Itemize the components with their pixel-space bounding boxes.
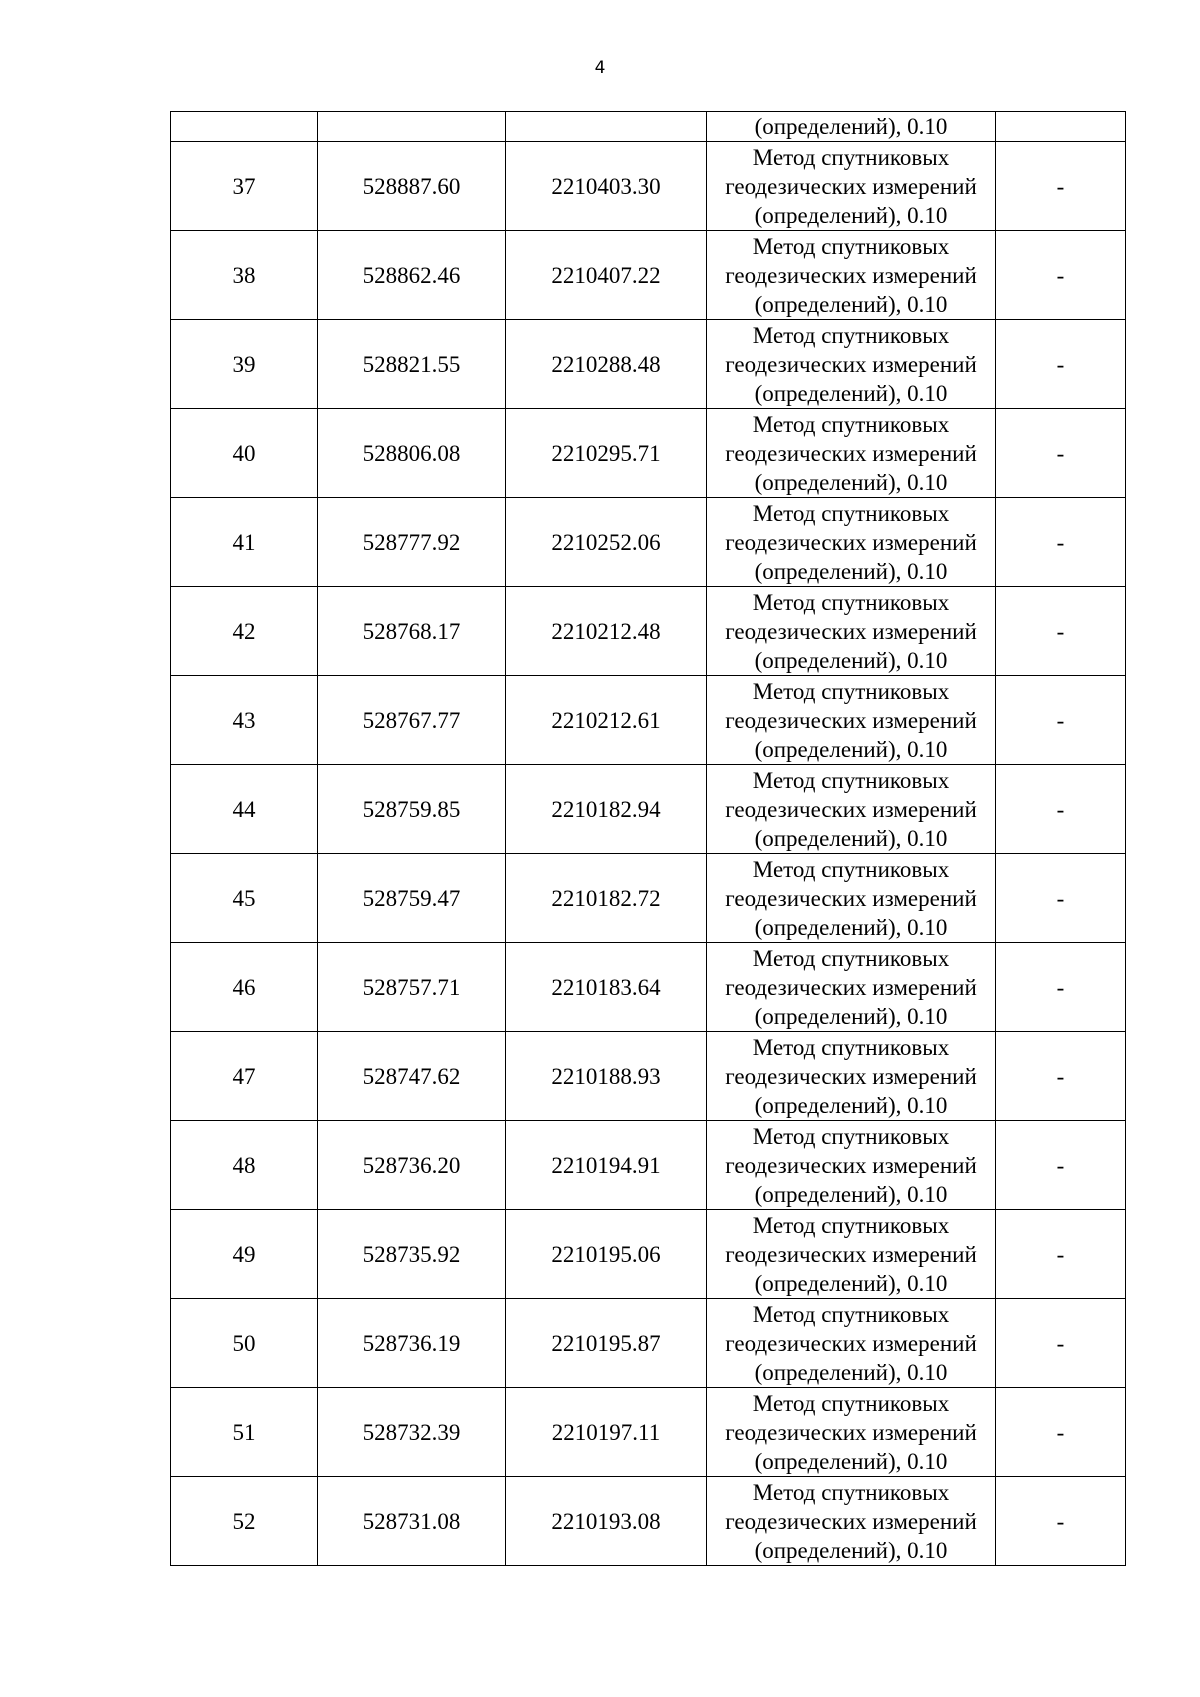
- method-cell: [707, 1121, 996, 1210]
- point-number-cell: 50: [171, 1299, 318, 1388]
- point-number-cell: 37: [171, 142, 318, 231]
- method-text-line3: (определений), 0.10: [754, 914, 948, 940]
- method-text-line1: Метод спутниковых: [752, 1212, 950, 1238]
- x-coordinate-cell: 528887.60: [318, 142, 506, 231]
- y-coordinate-cell: 2210197.11: [506, 1388, 707, 1477]
- point-description-cell: -: [996, 231, 1126, 320]
- point-description-cell: -: [996, 142, 1126, 231]
- method-text-line3: (определений), 0.10: [754, 1003, 948, 1029]
- point-number-cell: 49: [171, 1210, 318, 1299]
- method-text-line1: Метод спутниковых: [752, 1301, 950, 1327]
- point-description-cell: -: [996, 943, 1126, 1032]
- point-number-cell: 43: [171, 676, 318, 765]
- y-coordinate-cell: 2210195.87: [506, 1299, 707, 1388]
- x-coordinate-cell: 528736.19: [318, 1299, 506, 1388]
- method-text-line1: Метод спутниковых: [752, 1390, 950, 1416]
- point-description-cell: -: [996, 409, 1126, 498]
- point-description-cell: -: [996, 676, 1126, 765]
- coordinates-table: [170, 111, 1126, 1566]
- method-cell: [707, 1388, 996, 1477]
- point-number-cell: 39: [171, 320, 318, 409]
- method-text-line1: Метод спутниковых: [752, 411, 950, 437]
- table-row: [171, 1388, 1126, 1477]
- table-row: [171, 1032, 1126, 1121]
- x-coordinate-cell: 528759.85: [318, 765, 506, 854]
- y-coordinate-cell: 2210407.22: [506, 231, 707, 320]
- point-number-cell: 48: [171, 1121, 318, 1210]
- method-text-line3: (определений), 0.10: [754, 825, 948, 851]
- method-cell: [707, 943, 996, 1032]
- table-row: [171, 142, 1126, 231]
- method-text-line1: Метод спутниковых: [752, 589, 950, 615]
- point-description-cell: -: [996, 1032, 1126, 1121]
- point-description-cell: -: [996, 498, 1126, 587]
- method-cell: [707, 1210, 996, 1299]
- method-text-line3: (определений), 0.10: [754, 1359, 948, 1385]
- x-coordinate-cell: 528821.55: [318, 320, 506, 409]
- method-text-line2: геодезических измерений: [725, 1508, 977, 1534]
- table-row: [171, 320, 1126, 409]
- method-text-line1: Метод спутниковых: [752, 945, 950, 971]
- x-coordinate-cell: 528736.20: [318, 1121, 506, 1210]
- method-text-line3: (определений), 0.10: [754, 736, 948, 762]
- y-coordinate-cell: 2210188.93: [506, 1032, 707, 1121]
- method-text-line3: (определений), 0.10: [754, 647, 948, 673]
- y-coordinate-cell: 2210288.48: [506, 320, 707, 409]
- point-description-cell: -: [996, 854, 1126, 943]
- method-cell: [707, 142, 996, 231]
- y-coordinate-cell: 2210182.72: [506, 854, 707, 943]
- continuation-row: [171, 112, 1126, 142]
- table-row: [171, 943, 1126, 1032]
- coordinates-table-body: [171, 112, 1126, 1566]
- method-cell: [707, 765, 996, 854]
- method-text-line2: геодезических измерений: [725, 440, 977, 466]
- method-cell: [707, 409, 996, 498]
- point-number-cell: 40: [171, 409, 318, 498]
- method-text-line2: геодезических измерений: [725, 1152, 977, 1178]
- table-row: [171, 676, 1126, 765]
- point-number-cell: 42: [171, 587, 318, 676]
- point-number-cell: 51: [171, 1388, 318, 1477]
- point-description-cell: -: [996, 1121, 1126, 1210]
- x-coordinate-cell: 528732.39: [318, 1388, 506, 1477]
- continuation-cell-x: [318, 112, 506, 142]
- method-text-line2: геодезических измерений: [725, 885, 977, 911]
- method-text-line2: геодезических измерений: [725, 974, 977, 1000]
- y-coordinate-cell: 2210403.30: [506, 142, 707, 231]
- x-coordinate-cell: 528731.08: [318, 1477, 506, 1566]
- method-text-line1: Метод спутниковых: [752, 767, 950, 793]
- table-row: [171, 498, 1126, 587]
- method-text-line3: (определений), 0.10: [754, 469, 948, 495]
- method-text-line1: Метод спутниковых: [752, 1479, 950, 1505]
- y-coordinate-cell: 2210252.06: [506, 498, 707, 587]
- method-text-line3: (определений), 0.10: [754, 291, 948, 317]
- continuation-cell-number: [171, 112, 318, 142]
- method-text-line1: Метод спутниковых: [752, 322, 950, 348]
- page-number: 4: [594, 58, 606, 78]
- method-text-line2: геодезических измерений: [725, 1330, 977, 1356]
- x-coordinate-cell: 528768.17: [318, 587, 506, 676]
- method-text-line1: Метод спутниковых: [752, 500, 950, 526]
- y-coordinate-cell: 2210193.08: [506, 1477, 707, 1566]
- point-description-cell: -: [996, 587, 1126, 676]
- method-cell: [707, 676, 996, 765]
- method-text-line1: Метод спутниковых: [752, 1123, 950, 1149]
- method-text-line1: Метод спутниковых: [752, 678, 950, 704]
- y-coordinate-cell: 2210183.64: [506, 943, 707, 1032]
- method-text-line2: геодезических измерений: [725, 262, 977, 288]
- method-text-line1: Метод спутниковых: [752, 233, 950, 259]
- table-row: [171, 1299, 1126, 1388]
- point-number-cell: 38: [171, 231, 318, 320]
- point-description-cell: -: [996, 1210, 1126, 1299]
- point-description-cell: -: [996, 1299, 1126, 1388]
- x-coordinate-cell: 528777.92: [318, 498, 506, 587]
- x-coordinate-cell: 528759.47: [318, 854, 506, 943]
- point-number-cell: 44: [171, 765, 318, 854]
- table-row: [171, 854, 1126, 943]
- method-text-line1: Метод спутниковых: [752, 1034, 950, 1060]
- method-text-line3: (определений), 0.10: [754, 202, 948, 228]
- point-description-cell: -: [996, 1477, 1126, 1566]
- table-row: [171, 1210, 1126, 1299]
- continuation-cell-description: [996, 112, 1126, 142]
- x-coordinate-cell: 528862.46: [318, 231, 506, 320]
- point-number-cell: 46: [171, 943, 318, 1032]
- y-coordinate-cell: 2210295.71: [506, 409, 707, 498]
- method-text-line2: геодезических измерений: [725, 796, 977, 822]
- method-text-line2: геодезических измерений: [725, 1419, 977, 1445]
- method-text-line3: (определений), 0.10: [754, 1092, 948, 1118]
- method-text-line2: геодезических измерений: [725, 173, 977, 199]
- point-number-cell: 52: [171, 1477, 318, 1566]
- method-text-line1: Метод спутниковых: [752, 856, 950, 882]
- method-text-line2: геодезических измерений: [725, 1241, 977, 1267]
- method-text-line1: Метод спутниковых: [752, 144, 950, 170]
- method-text-line2: геодезических измерений: [725, 1063, 977, 1089]
- method-text-line3: (определений), 0.10: [754, 1537, 948, 1563]
- table-row: [171, 231, 1126, 320]
- method-text-line3: (определений), 0.10: [754, 558, 948, 584]
- method-text-line2: геодезических измерений: [725, 351, 977, 377]
- method-cell: [707, 231, 996, 320]
- table-row: [171, 1121, 1126, 1210]
- point-description-cell: -: [996, 765, 1126, 854]
- method-text-line3: (определений), 0.10: [754, 1448, 948, 1474]
- point-description-cell: -: [996, 1388, 1126, 1477]
- x-coordinate-cell: 528806.08: [318, 409, 506, 498]
- continuation-cell-method: (определений), 0.10: [707, 112, 996, 142]
- point-number-cell: 41: [171, 498, 318, 587]
- method-cell: [707, 1032, 996, 1121]
- table-row: [171, 587, 1126, 676]
- x-coordinate-cell: 528747.62: [318, 1032, 506, 1121]
- y-coordinate-cell: 2210182.94: [506, 765, 707, 854]
- method-cell: [707, 1477, 996, 1566]
- x-coordinate-cell: 528767.77: [318, 676, 506, 765]
- method-cell: [707, 587, 996, 676]
- method-text-line3: (определений), 0.10: [754, 1181, 948, 1207]
- table-row: [171, 409, 1126, 498]
- method-cell: [707, 1299, 996, 1388]
- method-cell: [707, 320, 996, 409]
- method-cell: [707, 854, 996, 943]
- y-coordinate-cell: 2210195.06: [506, 1210, 707, 1299]
- point-number-cell: 47: [171, 1032, 318, 1121]
- continuation-cell-y: [506, 112, 707, 142]
- point-number-cell: 45: [171, 854, 318, 943]
- point-description-cell: -: [996, 320, 1126, 409]
- x-coordinate-cell: 528735.92: [318, 1210, 506, 1299]
- table-row: [171, 765, 1126, 854]
- table-row: [171, 1477, 1126, 1566]
- x-coordinate-cell: 528757.71: [318, 943, 506, 1032]
- y-coordinate-cell: 2210194.91: [506, 1121, 707, 1210]
- method-text-line3: (определений), 0.10: [754, 1270, 948, 1296]
- y-coordinate-cell: 2210212.61: [506, 676, 707, 765]
- method-cell: [707, 498, 996, 587]
- method-text-line2: геодезических измерений: [725, 707, 977, 733]
- method-text-line2: геодезических измерений: [725, 618, 977, 644]
- method-text-line2: геодезических измерений: [725, 529, 977, 555]
- method-text-line3: (определений), 0.10: [754, 380, 948, 406]
- y-coordinate-cell: 2210212.48: [506, 587, 707, 676]
